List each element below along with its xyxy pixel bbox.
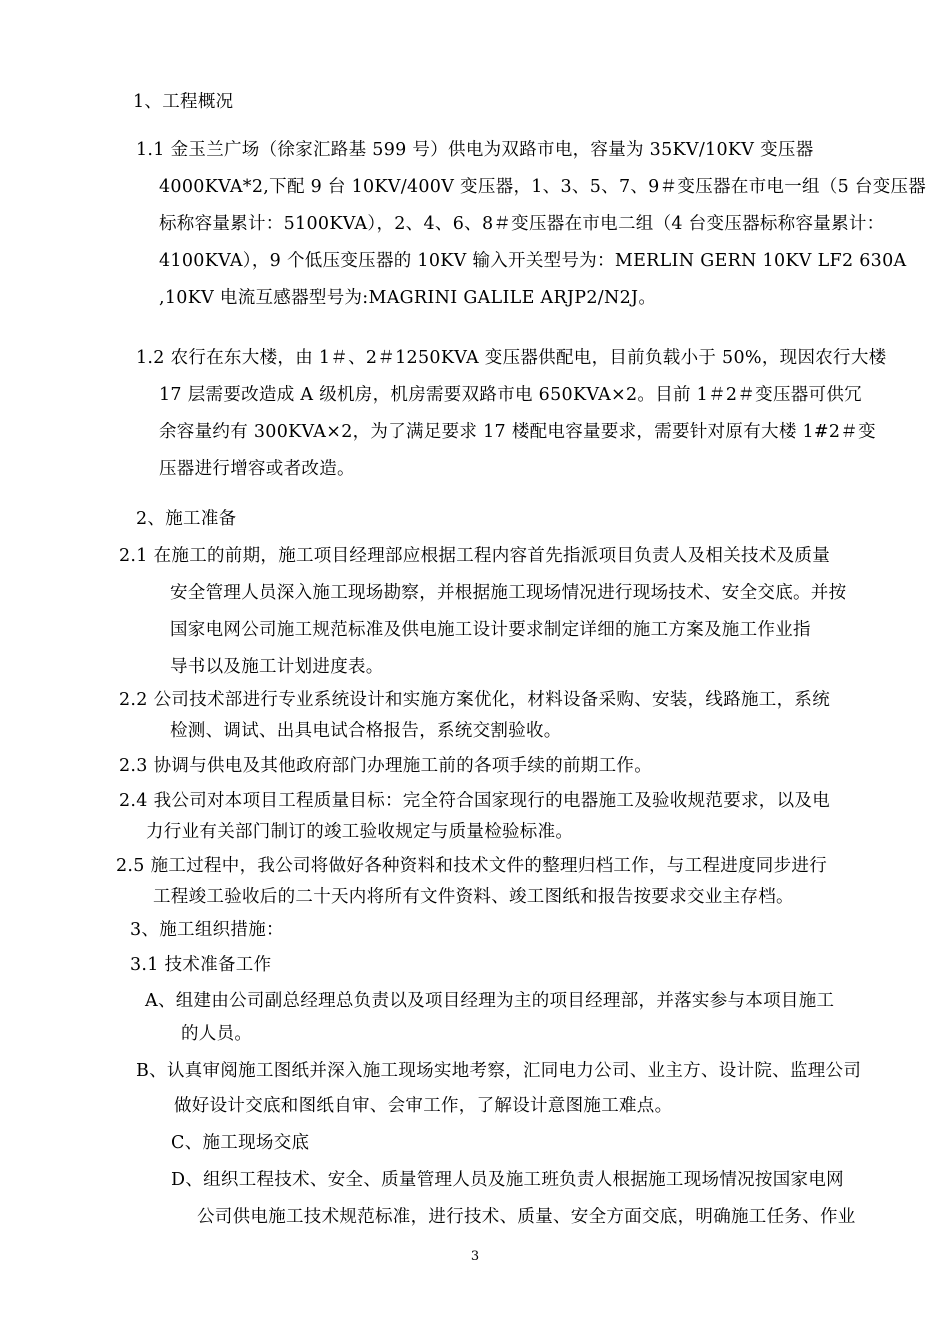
- paragraph-2-5-line: 2.5 施工过程中，我公司将做好各种资料和技术文件的整理归档工作，与工程进度同步进行: [116, 856, 827, 876]
- item-d-line: D、组织工程技术、安全、质量管理人员及施工班负责人根据施工现场情况按国家电网: [171, 1170, 844, 1190]
- paragraph-1-1-line: 标称容量累计：5100KVA），2、4、6、8＃变压器在市电二组（4 台变压器标称容量累计：: [159, 214, 885, 234]
- paragraph-1-1-line: ,10KV 电流互感器型号为:MAGRINI GALILE ARJP2/N2J。: [159, 288, 657, 308]
- paragraph-1-1-line: 1.1 金玉兰广场（徐家汇路基 599 号）供电为双路市电，容量为 35KV/10KV 变压器: [136, 140, 814, 160]
- paragraph-1-2-line: 压器进行增容或者改造。: [159, 459, 355, 479]
- item-b-line: B、认真审阅施工图纸并深入施工现场实地考察，汇同电力公司、业主方、设计院、监理公司: [136, 1061, 862, 1081]
- paragraph-2-4-line: 力行业有关部门制订的竣工验收规定与质量检验标准。: [146, 822, 574, 842]
- item-a-line: 的人员。: [181, 1024, 253, 1044]
- paragraph-2-2-line: 2.2 公司技术部进行专业系统设计和实施方案优化，材料设备采购、安装，线路施工，系统: [119, 690, 830, 710]
- paragraph-2-5-line: 工程竣工验收后的二十天内将所有文件资料、竣工图纸和报告按要求交业主存档。: [153, 887, 794, 907]
- section-3-1-subheading: 3.1 技术准备工作: [130, 955, 272, 975]
- paragraph-2-2-line: 检测、调试、出具电试合格报告，系统交割验收。: [170, 721, 562, 741]
- item-b-line: 做好设计交底和图纸自审、会审工作，了解设计意图施工难点。: [174, 1096, 673, 1116]
- item-d-line: 公司供电施工技术规范标准，进行技术、质量、安全方面交底，明确施工任务、作业: [197, 1207, 856, 1227]
- section-2-heading: 2、施工准备: [136, 509, 237, 529]
- section-3-heading: 3、施工组织措施：: [130, 920, 284, 940]
- paragraph-1-1-line: 4000KVA*2,下配 9 台 10KV/400V 变压器，1、3、5、7、9＃变压器在市电一组（5 台变压器: [159, 177, 927, 197]
- item-c-line: C、施工现场交底: [171, 1133, 310, 1153]
- paragraph-2-1-line: 安全管理人员深入施工现场勘察，并根据施工现场情况进行现场技术、安全交底。并按: [170, 583, 847, 603]
- section-1-heading: 1、工程概况: [133, 92, 234, 112]
- paragraph-1-2-line: 余容量约有 300KVA×2，为了满足要求 17 楼配电容量要求，需要针对原有大楼 1#2＃变: [159, 422, 876, 442]
- paragraph-2-1-line: 2.1 在施工的前期，施工项目经理部应根据工程内容首先指派项目负责人及相关技术及质量: [119, 546, 830, 566]
- item-a-line: A、组建由公司副总经理总负责以及项目经理为主的项目经理部，并落实参与本项目施工: [145, 991, 835, 1011]
- paragraph-2-4-line: 2.4 我公司对本项目工程质量目标：完全符合国家现行的电器施工及验收规范要求，以及电: [119, 791, 830, 811]
- paragraph-1-1-line: 4100KVA），9 个低压变压器的 10KV 输入开关型号为：MERLIN GERN 10KV LF2 630A: [159, 251, 907, 271]
- paragraph-2-3-line: 2.3 协调与供电及其他政府部门办理施工前的各项手续的前期工作。: [119, 756, 652, 776]
- paragraph-1-2-line: 1.2 农行在东大楼，由 1＃、2＃1250KVA 变压器供配电，目前负载小于 50%，现因农行大楼: [136, 348, 887, 368]
- paragraph-2-1-line: 导书以及施工计划进度表。: [170, 657, 384, 677]
- page-number: 3: [470, 1249, 480, 1264]
- paragraph-2-1-line: 国家电网公司施工规范标准及供电施工设计要求制定详细的施工方案及施工作业指: [170, 620, 811, 640]
- paragraph-1-2-line: 17 层需要改造成 A 级机房，机房需要双路市电 650KVA×2。目前 1＃2＃变压器可供冗: [159, 385, 862, 405]
